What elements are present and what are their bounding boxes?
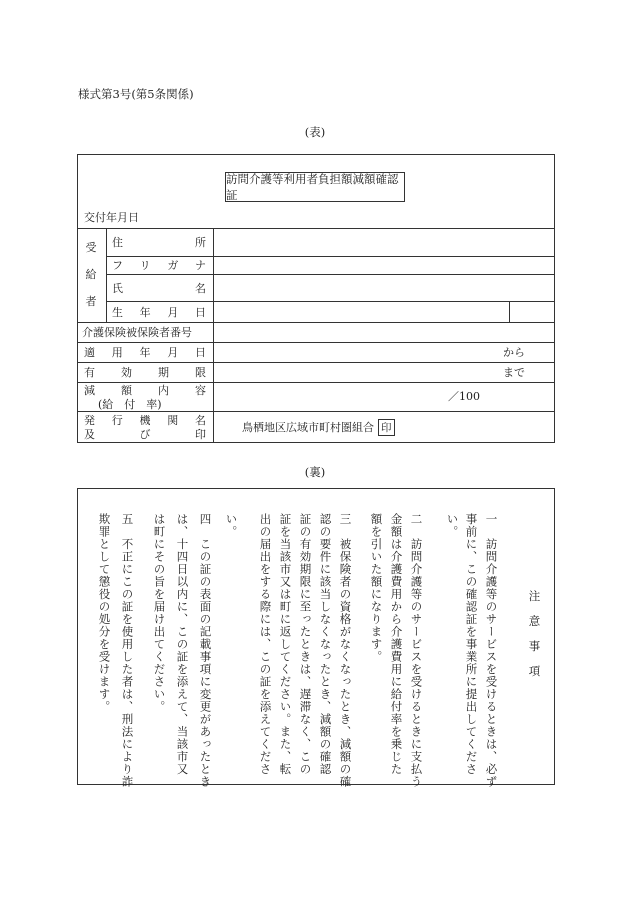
issuer-value: 鳥栖地区広域市町村圏組合 印 — [242, 418, 462, 436]
note-column: 三 被保険者の資格がなくなったとき、減額の確 — [338, 513, 353, 788]
note-column: は町にその旨を届け出てください。 — [152, 513, 167, 713]
note-column: 欺罪として懲役の処分を受けます。 — [97, 513, 112, 713]
note-column: 一 訪問介護等のサービスを受けるときは、必ず — [484, 513, 499, 788]
note-column: 五 不正にこの証を使用した者は、刑法により詐 — [120, 513, 135, 788]
reduction-label: 減 額 内 容 — [84, 384, 206, 397]
form-number: 様式第3号(第5条関係) — [78, 87, 194, 101]
note-column: 額を引いた額になります。 — [369, 513, 384, 663]
note-column: 認の要件に該当しなくなったとき、減額の確認 — [318, 513, 333, 776]
front-side-label: (表) — [304, 125, 326, 139]
name-label: 氏 名 — [112, 282, 206, 295]
applicable-date-suffix: から — [503, 346, 525, 359]
birthdate-field[interactable] — [214, 302, 508, 321]
note-column: 金額は介護費用から介護費用に給付率を乗じた — [389, 513, 404, 776]
notes-title: 注 意 事 項 — [527, 590, 542, 678]
validity-label: 有 効 期 限 — [84, 366, 206, 379]
address-field[interactable] — [214, 229, 554, 255]
issue-date-label: 交付年月日 — [84, 211, 139, 224]
furigana-field[interactable] — [214, 257, 554, 273]
note-column: は、十四日以内に、この証を添えて、当該市又 — [175, 513, 190, 776]
note-column: い。 — [445, 513, 460, 538]
reduction-sub-label: (給 付 率) — [98, 397, 162, 411]
recipient-group-label: 受 給 者 — [85, 241, 97, 308]
birthdate-label: 生 年 月 日 — [112, 306, 206, 319]
note-column: 二 訪問介護等のサービスを受けるときに支払う — [409, 513, 424, 788]
name-field[interactable] — [214, 275, 554, 300]
back-side-label: (裏) — [304, 465, 326, 479]
certificate-title: 訪問介護等利用者負担額減額確認証 — [225, 172, 405, 202]
validity-suffix: まで — [503, 366, 525, 379]
note-column: 出の届出をする際には、この証を添えてくださ — [258, 513, 273, 776]
gender-field[interactable] — [510, 302, 554, 321]
column-divider — [106, 228, 107, 322]
issuer-label: 発 行 機 関 名 — [84, 414, 206, 427]
seal-mark: 印 — [378, 419, 395, 436]
insured-number-field[interactable] — [214, 323, 554, 341]
note-column: 証の有効期限に至ったときは、遅滞なく、この — [298, 513, 313, 776]
certificate-back — [77, 488, 555, 785]
reduction-value: ／100 — [448, 390, 480, 403]
applicable-date-label: 適 用 年 月 日 — [84, 346, 206, 359]
issuer-seal-label: 及 び 印 — [84, 428, 206, 441]
furigana-label: フ リ ガ ナ — [112, 259, 206, 272]
insured-number-label: 介護保険被保険者番号 — [82, 326, 192, 339]
address-label: 住 所 — [112, 236, 206, 249]
note-column: い。 — [224, 513, 239, 538]
note-column: 証を当該市又は町に返してください。また、転 — [278, 513, 293, 776]
note-column: 四 この証の表面の記載事項に変更があったとき — [198, 513, 213, 788]
note-column: 事前に、この確認証を事業所に提出してくださ — [464, 513, 479, 776]
